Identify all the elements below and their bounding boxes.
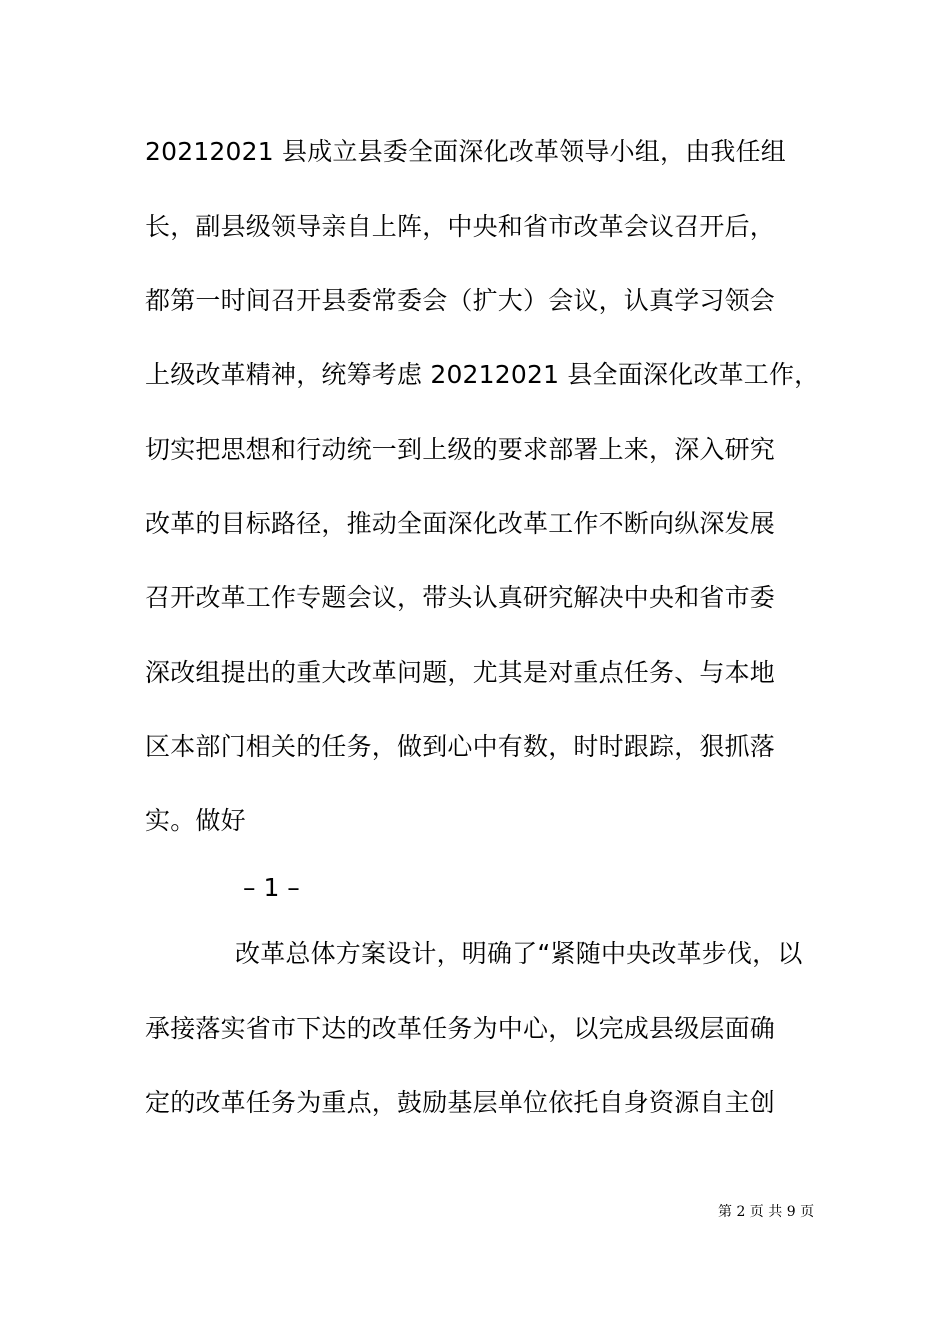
footer-page-info: 第 2 页 共 9 页 [718, 1204, 815, 1220]
paragraph-line-7: 召开改革工作专题会议，带头认真研究解决中央和省市委 [145, 583, 776, 612]
paragraph2-line-1: 改革总体方案设计，明确了“紧随中央改革步伐，以 [235, 939, 803, 968]
paragraph-line-4: 上级改革精神，统筹考虑 20212021 县全面深化改革工作， [145, 360, 820, 389]
paragraph-line-9: 区本部门相关的任务，做到心中有数，时时跟踪，狠抓落 [145, 732, 776, 761]
paragraph-line-6: 改革的目标路径，推动全面深化改革工作不断向纵深发展 [145, 509, 776, 538]
paragraph-line-10: 实。做好 [145, 806, 246, 835]
paragraph2-line-3: 定的改革任务为重点，鼓励基层单位依托自身资源自主创 [145, 1088, 776, 1117]
paragraph-line-1: 20212021 县成立县委全面深化改革领导小组，由我任组 [145, 137, 786, 166]
paragraph-line-5: 切实把思想和行动统一到上级的要求部署上来，深入研究 [145, 435, 776, 464]
paragraph-line-2: 长，副县级领导亲自上阵，中央和省市改革会议召开后， [145, 212, 776, 241]
paragraph-line-3: 都第一时间召开县委常委会（扩大）会议，认真学习领会 [145, 286, 776, 315]
inline-page-number: – 1 – [243, 873, 300, 902]
paragraph-line-8: 深改组提出的重大改革问题，尤其是对重点任务、与本地 [145, 658, 776, 687]
paragraph2-line-2: 承接落实省市下达的改革任务为中心，以完成县级层面确 [145, 1014, 776, 1043]
